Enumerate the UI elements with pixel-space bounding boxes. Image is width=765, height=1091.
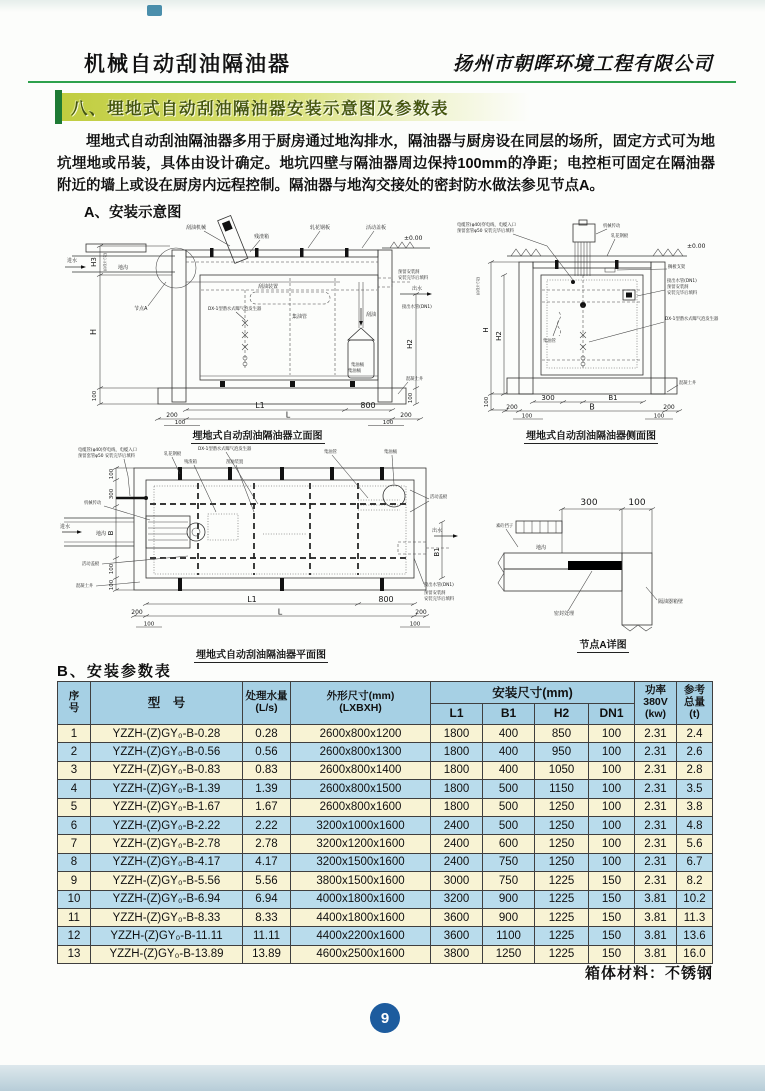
dim-100-right: 100 — [408, 392, 414, 404]
table-row — [58, 908, 713, 926]
side-structure — [507, 220, 687, 394]
table-cell: 2400 — [431, 816, 483, 834]
table-cell: 3800 — [431, 945, 483, 963]
table-cell: 1800 — [431, 725, 483, 743]
dim-h2-s: H2 — [495, 331, 503, 341]
table-cell: 12 — [58, 927, 91, 945]
col-header-power: 功率 380V (kw) — [635, 682, 677, 725]
seal-label: 密封处理 — [554, 611, 575, 617]
dim-100-bls: 100 — [521, 413, 533, 420]
table-cell: 1100 — [483, 927, 535, 945]
table-cell: 3.81 — [635, 908, 677, 926]
table-cell: YZZH-(Z)GY₀-B-11.11 — [91, 927, 243, 945]
table-cell: 3.81 — [635, 945, 677, 963]
inlet-label-p: 进水 — [60, 524, 71, 530]
dim-200-pr: 200 — [415, 609, 427, 616]
table-cell: YZZH-(Z)GY₀-B-0.83 — [91, 761, 243, 779]
table-cell: 5.56 — [243, 872, 291, 890]
oil-barrel-label2: 集油桶 — [351, 363, 364, 368]
table-cell: 1050 — [535, 761, 589, 779]
table-cell: 6.7 — [677, 853, 713, 871]
table-row — [58, 872, 713, 890]
dim-300-s: 300 — [541, 394, 555, 402]
residue-box-label-p: 残渣箱 — [184, 460, 197, 465]
table-row — [58, 816, 713, 834]
cable1-label: 电缆管(φ40)穿电线、电缆入口 — [457, 223, 516, 228]
dim-by-design: (由设计方定) — [103, 252, 107, 272]
dim-b-p: B — [107, 530, 115, 536]
dim-200-ls: 200 — [506, 404, 518, 411]
table-cell: 4600x2500x1600 — [291, 945, 431, 963]
table-cell: 10 — [58, 890, 91, 908]
table-row — [58, 927, 713, 945]
dim-by-design-s: (由设计方定) — [476, 276, 480, 296]
elevation-caption: 埋地式自动刮油隔油器立面图 — [192, 431, 323, 442]
node-a-detail-diagram — [494, 475, 712, 633]
dim-h-s: H — [482, 327, 490, 333]
trench-label-p: 地沟 — [96, 531, 107, 537]
table-cell: 100 — [589, 816, 635, 834]
concrete-well-label-p: 混凝土井 — [76, 584, 94, 589]
table-cell: 2600x800x1300 — [291, 743, 431, 761]
dim-b1-s: B1 — [608, 394, 618, 402]
table-cell: 500 — [483, 816, 535, 834]
table-cell: 100 — [589, 853, 635, 871]
table-cell: 1250 — [535, 798, 589, 816]
scrape-device-label-p: 刮油装置 — [226, 460, 244, 465]
table-body — [58, 725, 713, 964]
table-cell: 4.8 — [677, 816, 713, 834]
dim-100-pbl: 100 — [143, 621, 155, 628]
plan-dimensions — [107, 467, 445, 628]
banner-accent-bar — [55, 90, 62, 124]
node-a-labels — [496, 498, 683, 617]
table-cell: YZZH-(Z)GY₀-B-13.89 — [91, 945, 243, 963]
table-cell: YZZH-(Z)GY₀-B-6.94 — [91, 890, 243, 908]
dim-h2: H2 — [406, 339, 414, 349]
table-cell: 3600 — [431, 908, 483, 926]
table-cell: 1250 — [535, 816, 589, 834]
plan-structure — [64, 467, 450, 591]
col-header-capacity: 处理水量 (L/s) — [243, 682, 291, 725]
table-cell: 2.8 — [677, 761, 713, 779]
table-cell: 2.31 — [635, 835, 677, 853]
col-header-model: 型 号 — [91, 682, 243, 725]
section-banner — [55, 93, 530, 121]
aerator-label: DX-1型潜水式曝气泡发生器 — [208, 307, 262, 312]
trench-label-n: 地沟 — [536, 545, 547, 551]
table-cell: 850 — [535, 725, 589, 743]
table-cell: 2400 — [431, 853, 483, 871]
concrete-well-label-s: 混凝土井 — [679, 381, 697, 386]
table-cell: 2.31 — [635, 872, 677, 890]
scrape-label: 刮油 — [366, 312, 377, 318]
table-cell: 6.94 — [243, 890, 291, 908]
intro-paragraph: 埋地式自动刮油隔油器多用于厨房通过地沟排水，隔油器与厨房设在同层的场所，固定方式可为地坑埋地或吊装，具体由设计确定。地坑四壁与隔油器周边保持100mm的净距；电控柜可固定在隔油器附近的墙上或设在厨房内远程控制。隔油器与地沟交接处的密封防水做法参见节点A。 — [57, 134, 715, 194]
table-cell: 11.11 — [243, 927, 291, 945]
fill-after-label-p: 安装完毕后填料 — [424, 597, 455, 602]
node-a-caption: 节点A详图 — [579, 640, 627, 651]
node-a-label: 节点A — [134, 306, 148, 312]
table-row — [58, 725, 713, 743]
dim-100-n: 100 — [628, 498, 646, 508]
table-cell: 1225 — [535, 890, 589, 908]
page-number: 9 — [380, 1009, 390, 1027]
table-cell: 150 — [589, 908, 635, 926]
dim-l-p: L — [277, 607, 283, 617]
table-cell: 900 — [483, 908, 535, 926]
table-cell: 1800 — [431, 743, 483, 761]
table-cell: 3200x1000x1600 — [291, 816, 431, 834]
dim-300-n: 300 — [580, 498, 598, 508]
node-a-structure — [498, 508, 655, 632]
table-row — [58, 780, 713, 798]
table-cell: 1.39 — [243, 780, 291, 798]
dim-800: 800 — [360, 401, 376, 410]
table-cell: 3200 — [431, 890, 483, 908]
cable2-label: 预留套管φ50 安装完毕后填料 — [457, 229, 514, 234]
col-header-h2: H2 — [535, 704, 589, 725]
oil-barrel-label: 集油桶 — [348, 369, 361, 374]
col-header-seq: 序 号 — [58, 682, 91, 725]
dim-100-pm: 100 — [109, 563, 115, 575]
dim-100-ls: 100 — [484, 396, 490, 408]
dim-200-pl: 200 — [131, 609, 143, 616]
mech-drive-label: 机械传动 — [603, 224, 621, 229]
material-note: 箱体材料：不锈钢 — [584, 965, 713, 982]
table-cell: 2600x800x1200 — [291, 725, 431, 743]
table-cell: 4000x1800x1600 — [291, 890, 431, 908]
table-cell: 1800 — [431, 780, 483, 798]
residue-box-label: 残渣箱 — [254, 234, 270, 240]
cover-label-p: 活动盖板 — [430, 495, 448, 500]
parameter-table — [57, 681, 713, 964]
dim-h: H — [89, 328, 98, 336]
side-view-diagram — [455, 220, 727, 426]
inlet-label: 进水 — [67, 258, 78, 264]
table-cell: 5 — [58, 798, 91, 816]
table-cell: 1.67 — [243, 798, 291, 816]
table-cell: 400 — [483, 725, 535, 743]
section-title: 八、埋地式自动刮油隔油器安装示意图及参数表 — [71, 100, 449, 118]
fill-after-label-s: 安装完毕后填料 — [667, 291, 698, 296]
table-cell: 11 — [58, 908, 91, 926]
table-cell: 2600x800x1500 — [291, 780, 431, 798]
table-row — [58, 945, 713, 963]
seal-stop-label: 素砼挡子 — [496, 524, 514, 529]
table-cell: 16.0 — [677, 945, 713, 963]
table-cell: 3200x1500x1600 — [291, 853, 431, 871]
cover-label-p2: 活动盖板 — [82, 562, 100, 567]
table-cell: 400 — [483, 743, 535, 761]
table-cell: 5.6 — [677, 835, 713, 853]
table-cell: 2.31 — [635, 816, 677, 834]
table-cell: YZZH-(Z)GY₀-B-2.22 — [91, 816, 243, 834]
table-cell: 13 — [58, 945, 91, 963]
level-label: ±0.00 — [404, 235, 423, 242]
table-cell: 3.81 — [635, 890, 677, 908]
table-cell: 1150 — [535, 780, 589, 798]
table-cell: 2.31 — [635, 798, 677, 816]
table-cell: 8.2 — [677, 872, 713, 890]
outlet-pipe-label-s: 接出水管(DN1) — [667, 279, 697, 284]
table-cell: 4400x2200x1600 — [291, 927, 431, 945]
table-cell: 3 — [58, 761, 91, 779]
table-cell: 9 — [58, 872, 91, 890]
company-name: 扬州市朝晖环境工程有限公司 — [452, 54, 713, 75]
side-labels — [457, 221, 719, 392]
table-cell: 7 — [58, 835, 91, 853]
steel-plate-label-p: 轧花钢板 — [164, 452, 182, 457]
table-cell: 13.6 — [677, 927, 713, 945]
table-cell: 100 — [589, 725, 635, 743]
table-cell: 1250 — [483, 945, 535, 963]
table-cell: 100 — [589, 761, 635, 779]
table-cell: 1225 — [535, 927, 589, 945]
table-cell: 3.8 — [677, 798, 713, 816]
table-cell: 0.56 — [243, 743, 291, 761]
scrape-mech-label: 刮油机械 — [186, 225, 207, 231]
table-cell: YZZH-(Z)GY₀-B-5.56 — [91, 872, 243, 890]
table-cell: 8 — [58, 853, 91, 871]
table-cell: 1225 — [535, 945, 589, 963]
table-row — [58, 761, 713, 779]
table-cell: 2600x800x1600 — [291, 798, 431, 816]
table-cell: 2600x800x1400 — [291, 761, 431, 779]
table-row — [58, 890, 713, 908]
steel-plate-label: 轧花钢板 — [310, 225, 331, 231]
oil-pipe-label: 集油管 — [292, 314, 308, 320]
table-cell: 1 — [58, 725, 91, 743]
plan-caption: 埋地式自动刮油隔油器平面图 — [196, 650, 326, 661]
outlet-pipe-label-p: 接出水管(DN1) — [424, 583, 454, 588]
table-cell: 600 — [483, 835, 535, 853]
table-row — [58, 743, 713, 761]
table-cell: 4400x1800x1600 — [291, 908, 431, 926]
trench-label: 地沟 — [118, 265, 129, 271]
table-cell: 150 — [589, 890, 635, 908]
table-cell: YZZH-(Z)GY₀-B-1.67 — [91, 798, 243, 816]
table-cell: 6 — [58, 816, 91, 834]
dim-100-brs: 100 — [653, 413, 665, 420]
dim-l1-p: L1 — [247, 595, 257, 604]
table-cell: 0.83 — [243, 761, 291, 779]
outlet-label: 出水 — [412, 286, 423, 292]
table-cell: 4 — [58, 780, 91, 798]
subsection-a-label: A、安装示意图 — [84, 205, 182, 221]
dim-100-br: 100 — [382, 420, 394, 426]
page-number-badge — [370, 1003, 400, 1033]
reserved-hole-label-s: 预留安装洞 — [667, 285, 689, 290]
header-rule — [28, 81, 736, 83]
dim-200-r: 200 — [400, 412, 412, 419]
table-cell: 8.33 — [243, 908, 291, 926]
dim-200-l: 200 — [166, 412, 178, 419]
dim-100-pt: 100 — [109, 468, 115, 480]
oil-barrel-label-p: 集油桶 — [384, 450, 397, 455]
table-row — [58, 853, 713, 871]
dim-100-pbr: 100 — [409, 621, 421, 628]
table-cell: 750 — [483, 853, 535, 871]
table-cell: 2.31 — [635, 725, 677, 743]
scan-artifact — [147, 5, 162, 16]
table-cell: 10.2 — [677, 890, 713, 908]
table-cell: 1800 — [431, 798, 483, 816]
table-cell: 13.89 — [243, 945, 291, 963]
table-cell: 1250 — [535, 835, 589, 853]
elevation-labels — [67, 224, 432, 394]
table-cell: 2 — [58, 743, 91, 761]
col-header-dn1: DN1 — [589, 704, 635, 725]
reserved-hole-label: 预留安装洞 — [398, 270, 420, 275]
table-cell: 2400 — [431, 835, 483, 853]
outlet-label-p: 出水 — [432, 528, 443, 534]
reserved-hole-label-p: 预留安装洞 — [424, 591, 446, 596]
dim-100-pb: 100 — [109, 579, 115, 591]
table-cell: YZZH-(Z)GY₀-B-4.17 — [91, 853, 243, 871]
table-cell: 1225 — [535, 908, 589, 926]
table-cell: 900 — [483, 890, 535, 908]
table-cell: 3.5 — [677, 780, 713, 798]
table-cell: YZZH-(Z)GY₀-B-0.56 — [91, 743, 243, 761]
table-cell: 2.22 — [243, 816, 291, 834]
table-cell: 2.6 — [677, 743, 713, 761]
table-cell: 11.3 — [677, 908, 713, 926]
table-cell: 100 — [589, 835, 635, 853]
table-cell: 1225 — [535, 872, 589, 890]
table-cell: 950 — [535, 743, 589, 761]
scan-bottom-edge — [0, 1065, 765, 1091]
aerator-label-p: DX-1型潜水式曝气泡发生器 — [198, 447, 252, 452]
dim-300-p: 300 — [109, 488, 115, 500]
table-cell: YZZH-(Z)GY₀-B-0.28 — [91, 725, 243, 743]
tank-wall-label: 隔油器箱壁 — [658, 599, 684, 605]
cover-label: 活动盖板 — [366, 225, 387, 231]
table-cell: 3800x1500x1600 — [291, 872, 431, 890]
elevation-diagram — [60, 220, 455, 426]
dim-100-left: 100 — [92, 390, 98, 402]
col-header-b1: B1 — [483, 704, 535, 725]
plan-labels — [60, 445, 455, 602]
table-cell: 3000 — [431, 872, 483, 890]
dim-l1: L1 — [255, 401, 265, 410]
table-cell: 100 — [589, 780, 635, 798]
outlet-pipe-label: 接出水管(DN1) — [402, 305, 432, 310]
plan-arrows — [62, 530, 458, 538]
dim-100-bl: 100 — [174, 420, 186, 426]
table-row — [58, 798, 713, 816]
col-header-l1: L1 — [431, 704, 483, 725]
table-cell: 2.31 — [635, 853, 677, 871]
table-cell: 2.4 — [677, 725, 713, 743]
level-label-s: ±0.00 — [687, 243, 706, 250]
table-cell: 2.31 — [635, 780, 677, 798]
aerator-label-s: DX-1型潜水式曝气泡发生器 — [665, 317, 719, 322]
cable1-label-p: 电缆管(φ40)穿电线、电缆入口 — [78, 448, 137, 453]
side-caption: 埋地式自动刮油隔油器侧面图 — [526, 431, 656, 442]
concrete-well-label: 混凝土井 — [406, 377, 424, 382]
col-header-size: 外形尺寸(mm) (LXBXH) — [291, 682, 431, 725]
table-cell: 150 — [589, 945, 635, 963]
table-cell: 150 — [589, 927, 635, 945]
scan-top-tint — [0, 0, 765, 12]
oil-pipe-label-s: 集油管 — [543, 339, 556, 344]
fill-after-label: 安装完毕后填料 — [398, 276, 429, 281]
table-row — [58, 835, 713, 853]
table-cell: 750 — [483, 872, 535, 890]
table-cell: 150 — [589, 872, 635, 890]
doc-title: 机械自动刮油隔油器 — [84, 52, 291, 76]
dim-800-p: 800 — [378, 595, 394, 604]
mech-drive-label-p: 机械传动 — [84, 501, 102, 506]
table-cell: 400 — [483, 761, 535, 779]
bracket-label: 搁板支架 — [668, 265, 686, 270]
col-header-install: 安装尺寸(mm) — [431, 682, 635, 704]
plan-view-diagram — [58, 446, 464, 644]
table-cell: 1800 — [431, 761, 483, 779]
table-cell: 0.28 — [243, 725, 291, 743]
table-cell: 500 — [483, 780, 535, 798]
table-cell: 2.31 — [635, 761, 677, 779]
table-cell: 2.31 — [635, 743, 677, 761]
dim-200-rs: 200 — [663, 404, 675, 411]
col-header-ref: 参考 总量 (t) — [677, 682, 713, 725]
table-cell: 1250 — [535, 853, 589, 871]
table-cell: YZZH-(Z)GY₀-B-2.78 — [91, 835, 243, 853]
cable2-label-p: 预留套管φ50 安装完毕后填料 — [78, 454, 135, 459]
dim-h3: H3 — [90, 257, 98, 267]
dim-b1-p: B1 — [433, 547, 441, 557]
table-cell: 500 — [483, 798, 535, 816]
table-cell: 100 — [589, 743, 635, 761]
table-cell: 4.17 — [243, 853, 291, 871]
subsection-b-label: B、安装参数表 — [57, 663, 172, 680]
scrape-device-label: 刮油装置 — [258, 284, 279, 290]
table-cell: YZZH-(Z)GY₀-B-8.33 — [91, 908, 243, 926]
dim-b-s: B — [589, 402, 595, 412]
table-cell: 3200x1200x1600 — [291, 835, 431, 853]
table-cell: YZZH-(Z)GY₀-B-1.39 — [91, 780, 243, 798]
table-cell: 3.81 — [635, 927, 677, 945]
oil-pipe-label-p: 集油管 — [324, 450, 337, 455]
table-cell: 100 — [589, 798, 635, 816]
table-cell: 2.78 — [243, 835, 291, 853]
table-cell: 3600 — [431, 927, 483, 945]
dim-l: L — [285, 410, 291, 420]
steel-plate-label-s: 轧花钢板 — [611, 234, 629, 239]
